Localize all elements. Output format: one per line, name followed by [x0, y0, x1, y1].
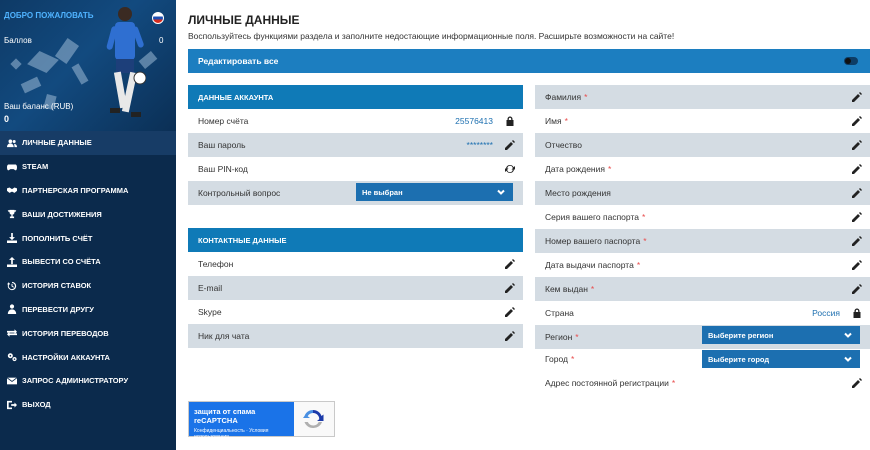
country-value: Россия [812, 308, 840, 318]
chevron-down-icon [844, 355, 852, 363]
issued-by-label: Кем выдан [545, 284, 588, 294]
account-section-header: ДАННЫЕ АККАУНТА [188, 85, 523, 109]
passport-series-label: Серия вашего паспорта [545, 212, 639, 222]
passport-series-row[interactable] [535, 205, 870, 229]
required-mark: * [671, 378, 676, 388]
pencil-icon[interactable] [505, 259, 515, 269]
city-select[interactable] [702, 350, 860, 368]
phone-row[interactable] [188, 252, 523, 276]
trophy-icon [6, 209, 17, 220]
sidebar-item-label: ЛИЧНЫЕ ДАННЫЕ [22, 138, 92, 148]
welcome-text: ДОБРО ПОЖАЛОВАТЬ [4, 11, 94, 20]
sidebar-item-label: ИСТОРИЯ ПЕРЕВОДОВ [22, 328, 109, 338]
country-label: Страна [545, 308, 574, 318]
page-title: ЛИЧНЫЕ ДАННЫЕ [188, 13, 300, 27]
sidebar-item-label: ПАРТНЕРСКАЯ ПРОГРАММА [22, 185, 129, 195]
recaptcha-text-panel [189, 402, 294, 440]
gears-icon [6, 352, 17, 363]
skype-row[interactable] [188, 300, 523, 324]
pencil-icon[interactable] [852, 92, 862, 102]
address-row[interactable] [535, 371, 870, 395]
region-label: Регион [545, 332, 573, 342]
sidebar [0, 0, 176, 450]
withdraw-icon [6, 256, 17, 267]
security-question-label: Контрольный вопрос [198, 188, 281, 198]
sidebar-item-transfer-friend[interactable] [0, 298, 176, 322]
birth-place-row[interactable] [535, 181, 870, 205]
pencil-icon[interactable] [852, 116, 862, 126]
balance-value: 0 [4, 114, 10, 124]
sidebar-item-label: STEAM [22, 162, 49, 172]
users-icon [6, 137, 17, 148]
refresh-icon[interactable] [505, 164, 515, 174]
lock-icon [505, 116, 515, 126]
passport-date-label: Дата выдачи паспорта [545, 260, 634, 270]
email-label: E-mail [198, 283, 223, 293]
recaptcha-links[interactable]: Конфиденциальность · Условия использования [194, 428, 269, 440]
security-question-value: Не выбран [362, 187, 403, 197]
account-number-value: 25576413 [455, 116, 493, 126]
sidebar-item-deposit[interactable] [0, 226, 176, 250]
pin-row[interactable] [188, 157, 523, 181]
handshake-icon [6, 185, 17, 196]
profile-banner [0, 0, 176, 131]
account-number-row [188, 109, 523, 133]
region-value: Выберите регион [708, 330, 774, 340]
pencil-icon[interactable] [505, 283, 515, 293]
points-label: Баллов [4, 36, 32, 45]
sidebar-item-label: ИСТОРИЯ СТАВОК [22, 281, 92, 291]
required-mark: * [636, 260, 641, 270]
page-subtitle: Воспользуйтесь функциями раздела и заполните недостающие информационные поля. Расширьте возможности на сайте! [188, 31, 675, 41]
transfer-icon [6, 304, 17, 315]
passport-number-label: Номер вашего паспорта [545, 236, 641, 246]
required-mark: * [643, 236, 647, 246]
required-mark: * [590, 284, 595, 294]
required-mark: * [571, 354, 575, 364]
logout-icon [6, 399, 17, 410]
required-mark: * [575, 332, 579, 342]
sidebar-item-bet-history[interactable] [0, 274, 176, 298]
pencil-icon[interactable] [852, 260, 862, 270]
sidebar-item-withdraw[interactable] [0, 250, 176, 274]
pencil-icon[interactable] [505, 140, 515, 150]
sidebar-item-personal-data[interactable] [0, 131, 176, 155]
sidebar-item-achievements[interactable] [0, 202, 176, 226]
sidebar-item-label: ВЫВЕСТИ СО СЧЁТА [22, 257, 101, 267]
sidebar-item-account-settings[interactable] [0, 345, 176, 369]
chat-nick-row[interactable] [188, 324, 523, 348]
country-row [535, 301, 870, 325]
sidebar-item-label: ВАШИ ДОСТИЖЕНИЯ [22, 209, 102, 219]
password-label: Ваш пароль [198, 140, 246, 150]
balance-label: Ваш баланс (RUB) [4, 102, 74, 111]
patronymic-label: Отчество [545, 140, 582, 150]
patronymic-row[interactable] [535, 133, 870, 157]
sidebar-item-steam[interactable] [0, 155, 176, 179]
deposit-icon [6, 233, 17, 244]
birth-date-row[interactable] [535, 157, 870, 181]
chevron-down-icon [844, 331, 852, 339]
skype-label: Skype [198, 307, 222, 317]
contacts-section-header: КОНТАКТНЫЕ ДАННЫЕ [188, 228, 523, 252]
name-label: Имя [545, 116, 562, 126]
sidebar-item-transfer-history[interactable] [0, 321, 176, 345]
sidebar-item-label: ПОПОЛНИТЬ СЧЁТ [22, 233, 93, 243]
surname-label: Фамилия [545, 92, 582, 102]
password-row[interactable] [188, 133, 523, 157]
pencil-icon[interactable] [852, 378, 862, 388]
account-number-label: Номер счёта [198, 116, 249, 126]
pencil-icon[interactable] [852, 284, 862, 294]
points-value: 0 [159, 36, 164, 45]
chat-nick-label: Ник для чата [198, 331, 250, 341]
envelope-icon [6, 375, 17, 386]
history-icon [6, 280, 17, 291]
surname-row[interactable] [535, 85, 870, 109]
required-mark: * [564, 116, 568, 126]
sidebar-item-label: ВЫХОД [22, 400, 51, 410]
gamepad-icon [6, 161, 17, 172]
issued-by-row[interactable] [535, 277, 870, 301]
security-question-select[interactable] [356, 183, 513, 201]
city-value: Выберите город [708, 354, 770, 364]
birth-place-label: Место рождения [545, 188, 611, 198]
sidebar-item-logout[interactable] [0, 393, 176, 417]
edit-all-toggle[interactable] [844, 57, 858, 65]
main-content [176, 0, 870, 450]
sidebar-item-label: ПЕРЕВЕСТИ ДРУГУ [22, 304, 94, 314]
birth-date-label: Дата рождения [545, 164, 605, 174]
sidebar-item-label: ЗАПРОС АДМИНИСТРАТОРУ [22, 376, 129, 386]
recaptcha-logo-icon [301, 408, 325, 430]
required-mark: * [607, 164, 612, 174]
recaptcha-title: защита от спама reCAPTCHA [194, 407, 256, 425]
address-label: Адрес постоянной регистрации [545, 378, 669, 388]
required-mark: * [584, 92, 588, 102]
pencil-icon[interactable] [852, 236, 862, 246]
required-mark: * [641, 212, 646, 222]
pencil-icon[interactable] [852, 140, 862, 150]
passport-number-row[interactable] [535, 229, 870, 253]
city-label: Город [545, 354, 568, 364]
pin-label: Ваш PIN-код [198, 164, 248, 174]
region-select[interactable] [702, 326, 860, 344]
edit-all-bar[interactable] [188, 49, 870, 73]
email-row[interactable] [188, 276, 523, 300]
player-image [98, 4, 146, 128]
recaptcha-badge[interactable] [188, 401, 335, 440]
arrows-icon [6, 328, 17, 339]
chevron-down-icon [497, 188, 505, 196]
phone-label: Телефон [198, 259, 234, 269]
sidebar-item-label: НАСТРОЙКИ АККАУНТА [22, 352, 110, 362]
pencil-icon[interactable] [505, 331, 515, 341]
password-value: ******** [466, 140, 493, 150]
pencil-icon[interactable] [852, 188, 862, 198]
edit-all-label: Редактировать все [198, 56, 279, 66]
sidebar-item-admin-request[interactable] [0, 369, 176, 393]
pencil-icon[interactable] [852, 164, 862, 174]
pencil-icon[interactable] [505, 307, 515, 317]
pencil-icon[interactable] [852, 212, 862, 222]
lock-icon [852, 308, 862, 318]
sidebar-item-partner-program[interactable] [0, 179, 176, 203]
russia-flag-icon[interactable] [152, 12, 164, 24]
passport-date-row[interactable] [535, 253, 870, 277]
name-row[interactable] [535, 109, 870, 133]
